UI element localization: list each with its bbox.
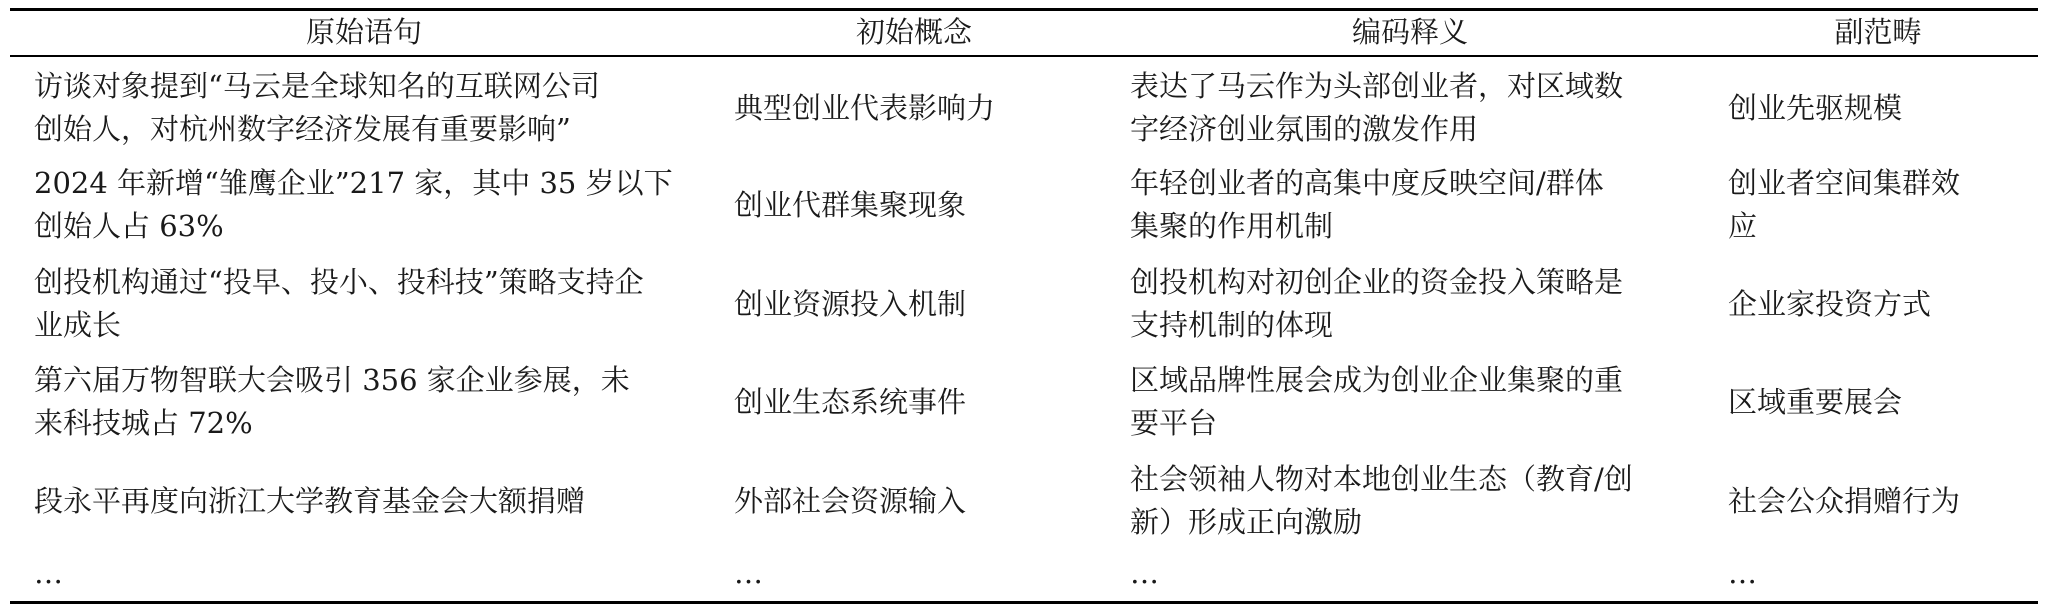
cell-subcategory <box>1728 159 2028 251</box>
table-row <box>0 356 2048 448</box>
cell-initial-concept <box>734 62 1094 154</box>
cell-coding-meaning <box>1130 455 1690 547</box>
cell-coding-meaning-line: 集聚的作用机制 <box>1130 209 1334 243</box>
table-row <box>0 258 2048 350</box>
cell-coding-meaning-line: 字经济创业氛围的激发作用 <box>1130 112 1479 146</box>
cell-coding-meaning-line: 年轻创业者的高集中度反映空间/群体 <box>1130 166 1604 200</box>
cell-coding-meaning-line: 要平台 <box>1130 406 1218 440</box>
cell-original-statement-line: … <box>34 555 63 590</box>
cell-coding-meaning <box>1130 356 1690 448</box>
cell-subcategory <box>1728 258 2028 350</box>
cell-initial-concept-line: 创业资源投入机制 <box>734 286 967 321</box>
table-row <box>0 62 2048 154</box>
cell-initial-concept <box>734 159 1094 251</box>
cell-original-statement <box>34 548 694 598</box>
cell-original-statement-line: 创始人占 63% <box>34 209 224 243</box>
cell-subcategory-line: 企业家投资方式 <box>1728 286 1932 321</box>
cell-original-statement <box>34 62 694 154</box>
cell-initial-concept-line: 创业代群集聚现象 <box>734 187 967 222</box>
cell-initial-concept-line: 创业生态系统事件 <box>734 384 967 419</box>
cell-coding-meaning <box>1130 548 1690 598</box>
cell-subcategory-line: 区域重要展会 <box>1728 384 1903 419</box>
cell-coding-meaning-line: 表达了马云作为头部创业者，对区域数 <box>1130 69 1624 103</box>
cell-subcategory <box>1728 356 2028 448</box>
cell-original-statement <box>34 258 694 350</box>
cell-coding-meaning-line: 社会领袖人物对本地创业生态（教育/创 <box>1130 462 1633 496</box>
cell-subcategory <box>1728 455 2028 547</box>
cell-initial-concept <box>734 455 1094 547</box>
cell-subcategory-line: 创业者空间集群效 <box>1728 166 1961 200</box>
cell-coding-meaning-line: 区域品牌性展会成为创业企业集聚的重 <box>1130 363 1624 397</box>
cell-original-statement-line: 段永平再度向浙江大学教育基金会大额捐赠 <box>34 483 586 518</box>
header-original-statement: 原始语句 <box>305 15 422 49</box>
table-header <box>0 8 2048 56</box>
cell-initial-concept-line: … <box>734 555 763 590</box>
cell-initial-concept <box>734 258 1094 350</box>
cell-initial-concept-line: 外部社会资源输入 <box>734 483 967 518</box>
cell-initial-concept <box>734 356 1094 448</box>
table-row <box>0 159 2048 251</box>
cell-original-statement <box>34 356 694 448</box>
cell-original-statement-line: 访谈对象提到“马云是全球知名的互联网公司 <box>34 69 600 103</box>
cell-original-statement-line: 业成长 <box>34 308 122 342</box>
cell-coding-meaning <box>1130 159 1690 251</box>
cell-coding-meaning <box>1130 62 1690 154</box>
cell-coding-meaning-line: 新）形成正向激励 <box>1130 505 1363 539</box>
cell-initial-concept <box>734 548 1094 598</box>
cell-subcategory <box>1728 548 2028 598</box>
cell-coding-meaning-line: … <box>1130 555 1159 590</box>
table-row <box>0 548 2048 598</box>
header-subcategory: 副范畴 <box>1834 15 1922 49</box>
cell-original-statement-line: 来科技城占 72% <box>34 406 253 440</box>
cell-subcategory-line: 社会公众捐赠行为 <box>1728 483 1961 518</box>
cell-coding-meaning-line: 支持机制的体现 <box>1130 308 1334 342</box>
cell-original-statement <box>34 455 694 547</box>
cell-subcategory-line: 创业先驱规模 <box>1728 90 1903 125</box>
header-initial-concept: 初始概念 <box>855 15 972 49</box>
table-row <box>0 455 2048 547</box>
cell-original-statement-line: 2024 年新增“雏鹰企业”217 家，其中 35 岁以下 <box>34 166 673 200</box>
cell-subcategory-line: 应 <box>1728 209 1758 243</box>
cell-original-statement-line: 创投机构通过“投早、投小、投科技”策略支持企 <box>34 265 644 299</box>
table-bottom-rule <box>10 601 2038 604</box>
cell-original-statement <box>34 159 694 251</box>
cell-coding-meaning-line: 创投机构对初创企业的资金投入策略是 <box>1130 265 1624 299</box>
cell-subcategory-line: … <box>1728 555 1757 590</box>
cell-subcategory <box>1728 62 2028 154</box>
cell-original-statement-line: 第六届万物智联大会吸引 356 家企业参展，未 <box>34 363 630 397</box>
cell-initial-concept-line: 典型创业代表影响力 <box>734 90 996 125</box>
header-coding-meaning: 编码释义 <box>1351 15 1468 49</box>
cell-original-statement-line: 创始人，对杭州数字经济发展有重要影响” <box>34 112 571 146</box>
cell-coding-meaning <box>1130 258 1690 350</box>
